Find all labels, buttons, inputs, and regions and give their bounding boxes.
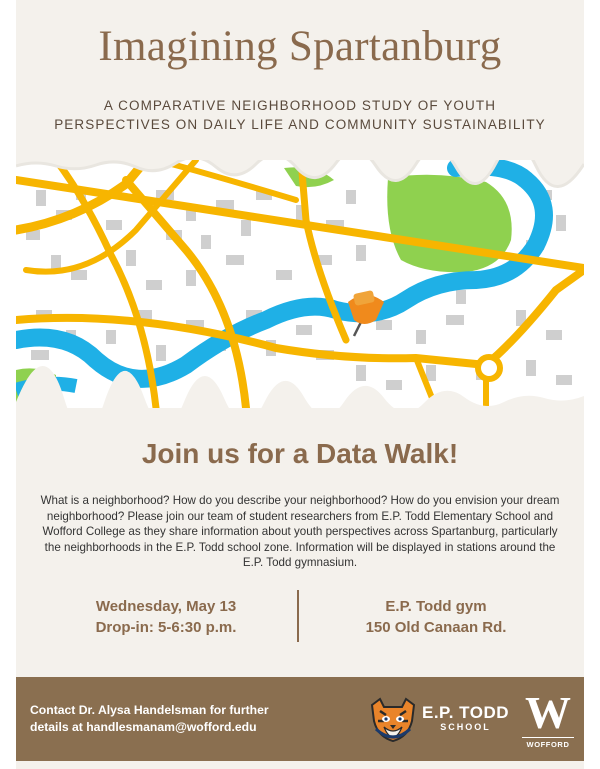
school-sub: SCHOOL xyxy=(440,722,491,732)
college-name: WOFFORD xyxy=(522,737,574,749)
roundabout xyxy=(478,357,500,379)
event-datetime xyxy=(46,596,286,638)
event-description: What is a neighborhood? How do you describe your neighborhood? How do you envision your dream neighborhood? Please join our team of student researchers from E.P. Todd Elementary School and Wofford College as they share information about youth perspectives across Spartanburg, particularly the neighborhoods in the E.P. Todd school zone. Information will be displayed in stations around the E.P. Todd gymnasium. xyxy=(40,494,560,570)
event-venue: E.P. Todd gym xyxy=(385,598,487,615)
subtitle-line-2: PERSPECTIVES ON DAILY LIFE AND COMMUNITY SUSTAINABILITY xyxy=(54,117,546,132)
footer xyxy=(16,677,584,761)
college-logo xyxy=(522,687,574,749)
tiger-mascot-icon xyxy=(368,697,418,743)
neighborhood-map xyxy=(16,160,584,408)
contact-line-1: Contact Dr. Alysa Handelsman for further xyxy=(30,703,269,717)
subtitle xyxy=(16,96,584,134)
page-title: Imagining Spartanburg xyxy=(98,23,502,70)
river-branch xyxy=(16,384,76,390)
contact-info xyxy=(30,702,330,736)
event-address: 150 Old Canaan Rd. xyxy=(365,619,507,636)
event-date: Wednesday, May 13 xyxy=(95,598,237,615)
event-time: Drop-in: 5-6:30 p.m. xyxy=(95,619,237,636)
school-logo xyxy=(422,704,509,733)
contact-line-2: details at handlesmanam@wofford.edu xyxy=(30,720,257,734)
divider xyxy=(297,590,299,642)
college-letter: W xyxy=(525,687,571,738)
flyer xyxy=(16,0,584,769)
event-location xyxy=(316,596,556,638)
subtitle-line-1: A COMPARATIVE NEIGHBORHOOD STUDY OF YOUTH xyxy=(103,98,497,113)
event-heading: Join us for a Data Walk! xyxy=(141,438,459,469)
school-name: E.P. TODD xyxy=(422,703,510,722)
